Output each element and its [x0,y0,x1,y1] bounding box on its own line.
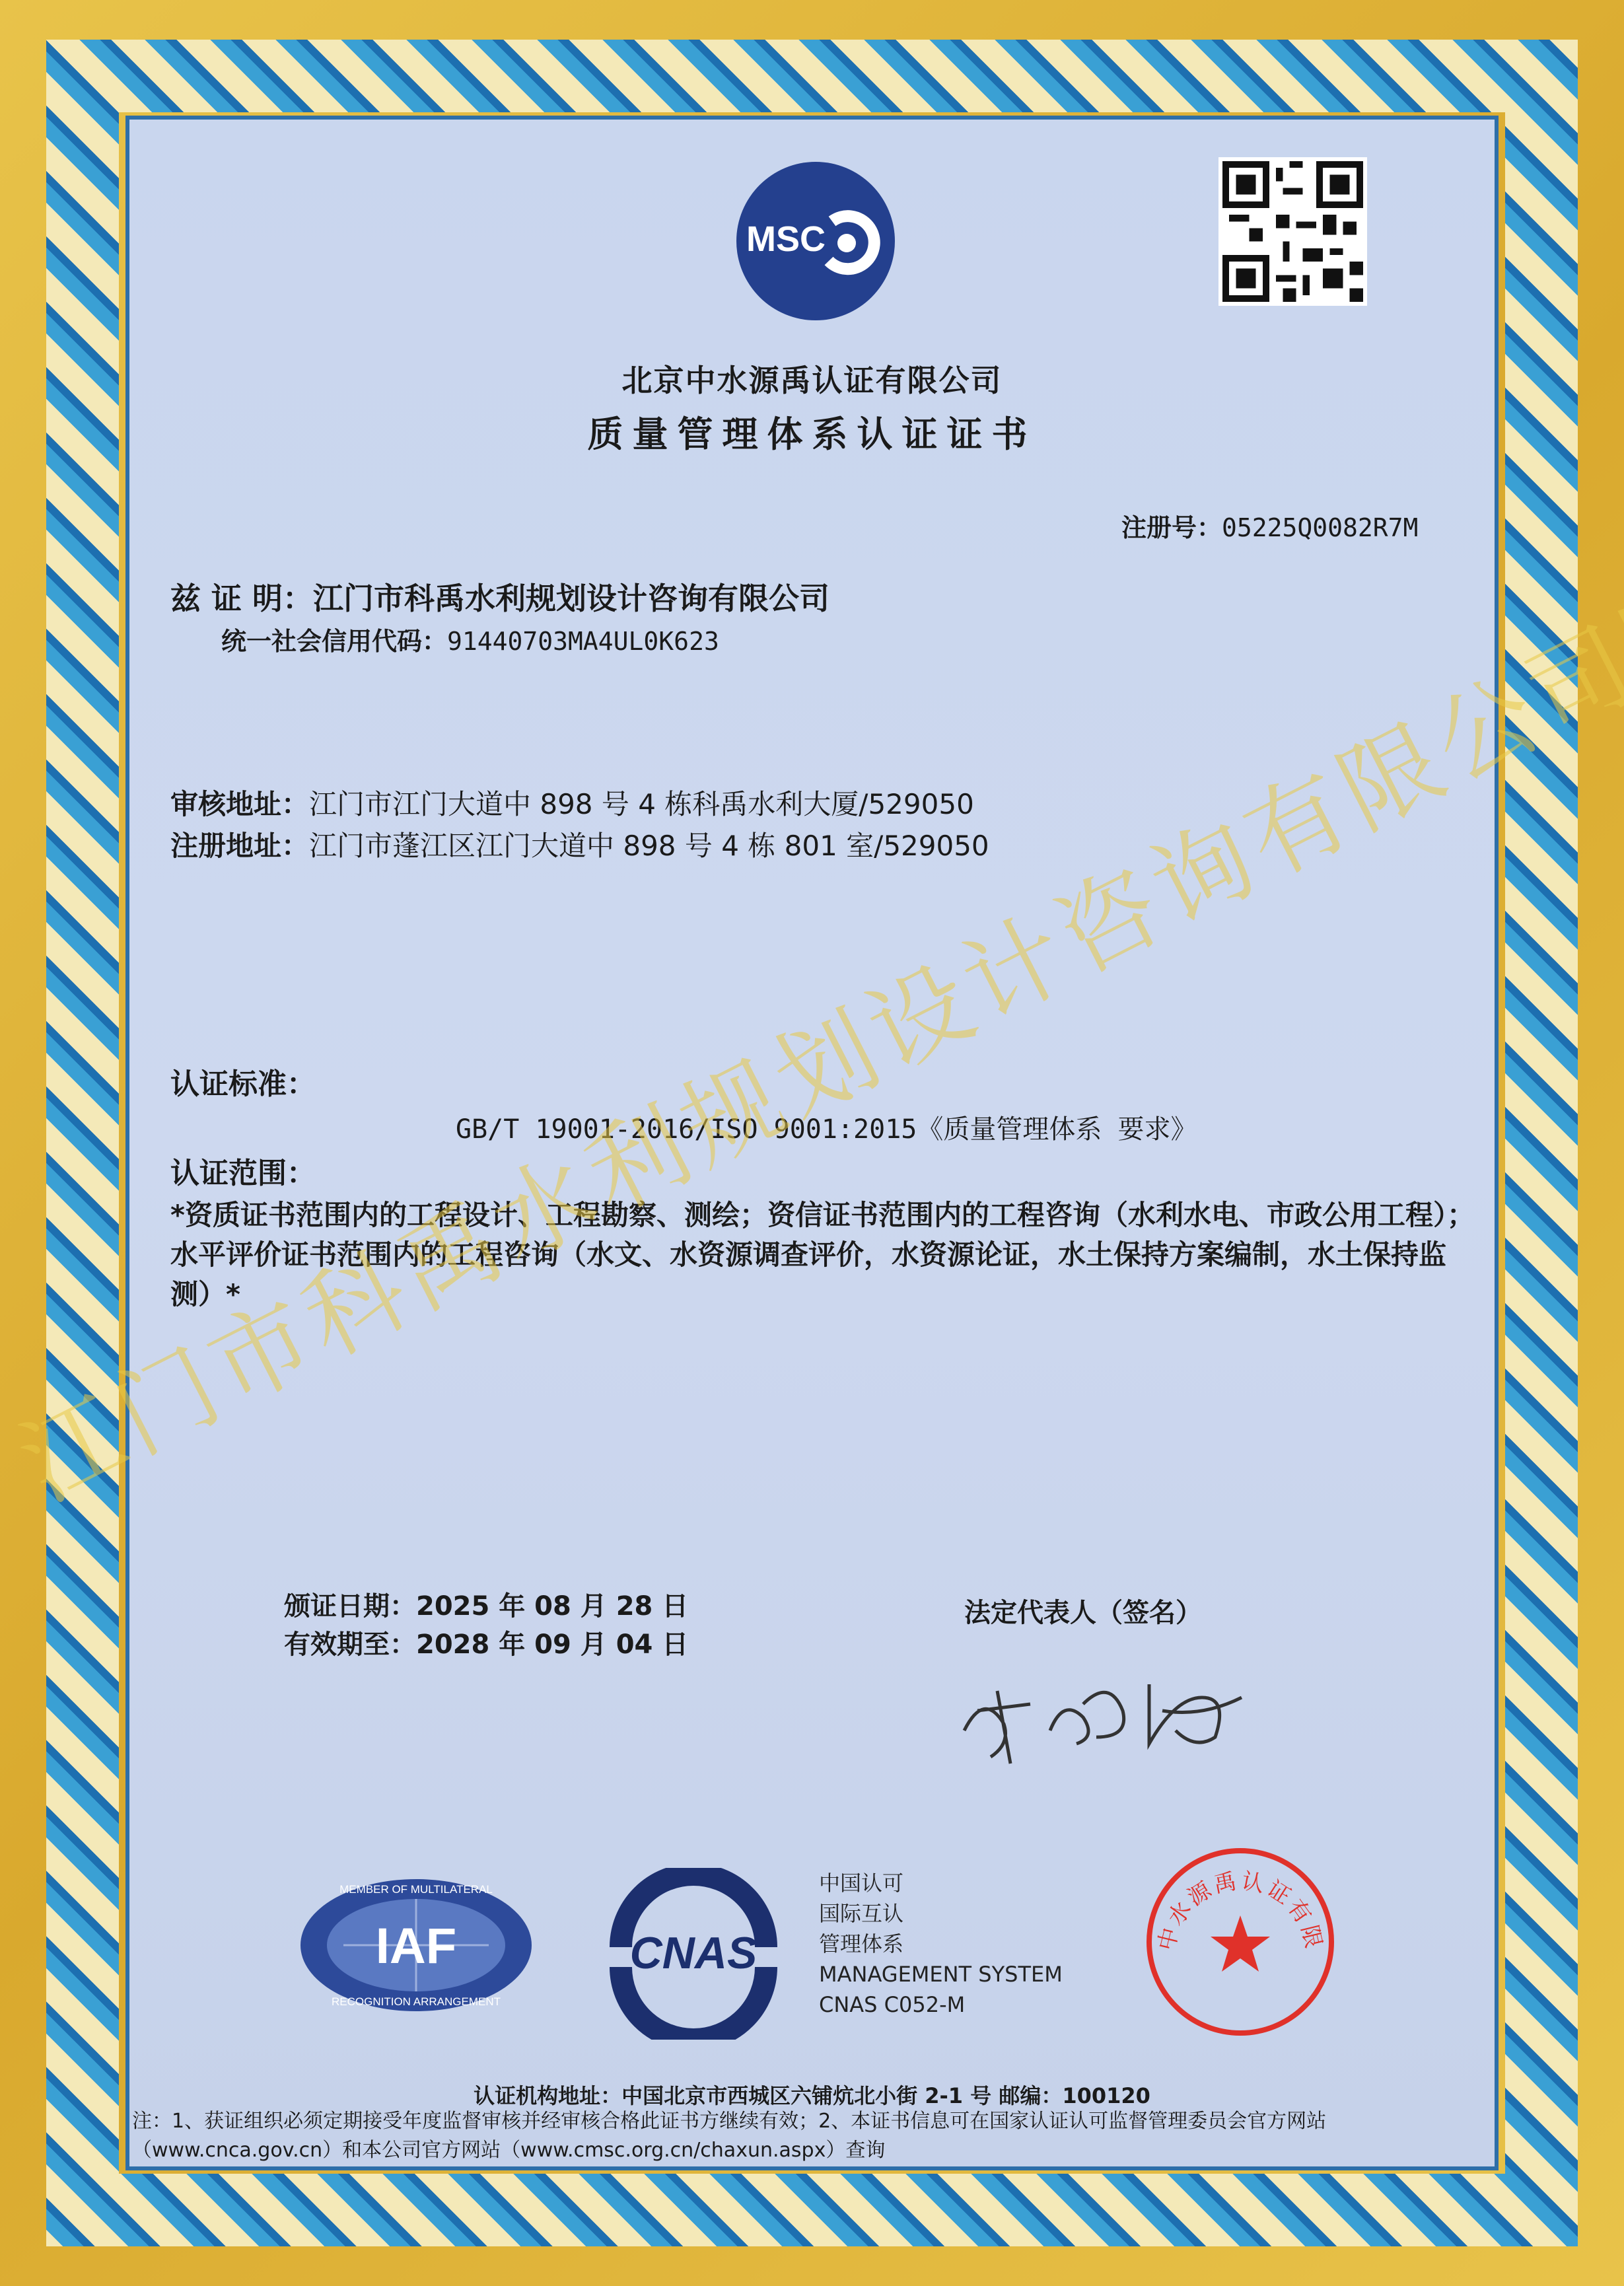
cnas-line: MANAGEMENT SYSTEM [819,1962,1063,1987]
issue-date-label: 颁证日期： [284,1591,416,1622]
footer-note: 注：1、获证组织必须定期接受年度监督审核并经审核合格此证书方继续有效；2、本证书信息可在国家认证认可监督管理委员会官方网站（www.cnca.gov.cn）和本公司官方网站（www.cmsc.org.cn/chaxun.aspx）查询 [132,2110,1327,2162]
cnas-line: 国际互认 [819,1901,904,1926]
credit-code-label: 统一社会信用代码： [221,627,448,656]
audit-address-label: 审核地址： [170,788,310,820]
cnas-line: 管理体系 [819,1931,904,1956]
msc-logo [733,159,898,324]
cnas-line: CNAS C052-M [819,1992,966,2017]
handwritten-signature [951,1631,1255,1777]
expiry-date-value: 2028 年 09 月 04 日 [416,1629,689,1660]
registration-number-value: 05225Q0082R7M [1222,513,1419,542]
certification-body-address: 认证机构地址：中国北京市西城区六铺炕北小街 2-1 号 邮编：100120 [474,2083,1150,2108]
cnas-description [819,1868,1063,2020]
issue-date-value: 2025 年 08 月 28 日 [416,1591,689,1622]
issuer-company-name: 北京中水源禹认证有限公司 [621,363,1003,398]
holder-name: 江门市科禹水利规划设计咨询有限公司 [313,581,830,616]
issue-date-line [284,1585,688,1623]
iaf-logo [297,1876,535,2015]
registered-address-value: 江门市蓬江区江门大道中 898 号 4 栋 801 室/529050 [309,830,989,862]
cnas-line: 中国认可 [819,1871,904,1896]
logo-text: MSC [746,219,826,259]
expiry-date-line [284,1624,688,1661]
certificate-title: 质量管理体系认证证书 [587,413,1037,455]
credit-code-line [221,621,719,657]
standard-label: 认证标准： [170,1067,316,1101]
standard-value: GB/T 19001-2016/ISO 9001:2015《质量管理体系 要求》 [456,1114,1197,1145]
certify-line [170,575,830,618]
iaf-ring-top: MEMBER OF MULTILATERAL [339,1883,493,1896]
registration-number [1121,507,1418,544]
registration-number-label: 注册号： [1121,513,1222,542]
registered-address-label: 注册地址： [170,830,310,862]
iaf-text: IAF [375,1918,457,1974]
iaf-ring-bottom: RECOGNITION ARRANGEMENT [332,1995,501,2008]
credit-code-value: 91440703MA4UL0K623 [447,627,719,656]
qr-code [1218,157,1367,306]
certify-label: 兹 证 明： [170,581,314,616]
audit-address-line [170,783,974,822]
cnas-text: CNAS [629,1928,758,1978]
seal-text: 中水源禹认证有限 [1153,1867,1327,1954]
audit-address-value: 江门市江门大道中 898 号 4 栋科禹水利大厦/529050 [309,788,974,820]
scope-label: 认证范围： [170,1157,316,1190]
expiry-date-label: 有效期至： [284,1629,416,1660]
registered-address-line [170,824,989,864]
scope-text: *资质证书范围内的工程设计、工程勘察、测绘；资信证书范围内的工程咨询（水利水电、市政公用工程）；水平评价证书范围内的工程咨询（水文、水资源调查评价，水资源论证，水土保持方案编制，水土保持监测）* [170,1199,1475,1310]
legal-representative-label: 法定代表人（签名） [964,1598,1202,1628]
cnas-logo [601,1868,786,2040]
company-seal [1141,1843,1339,2041]
